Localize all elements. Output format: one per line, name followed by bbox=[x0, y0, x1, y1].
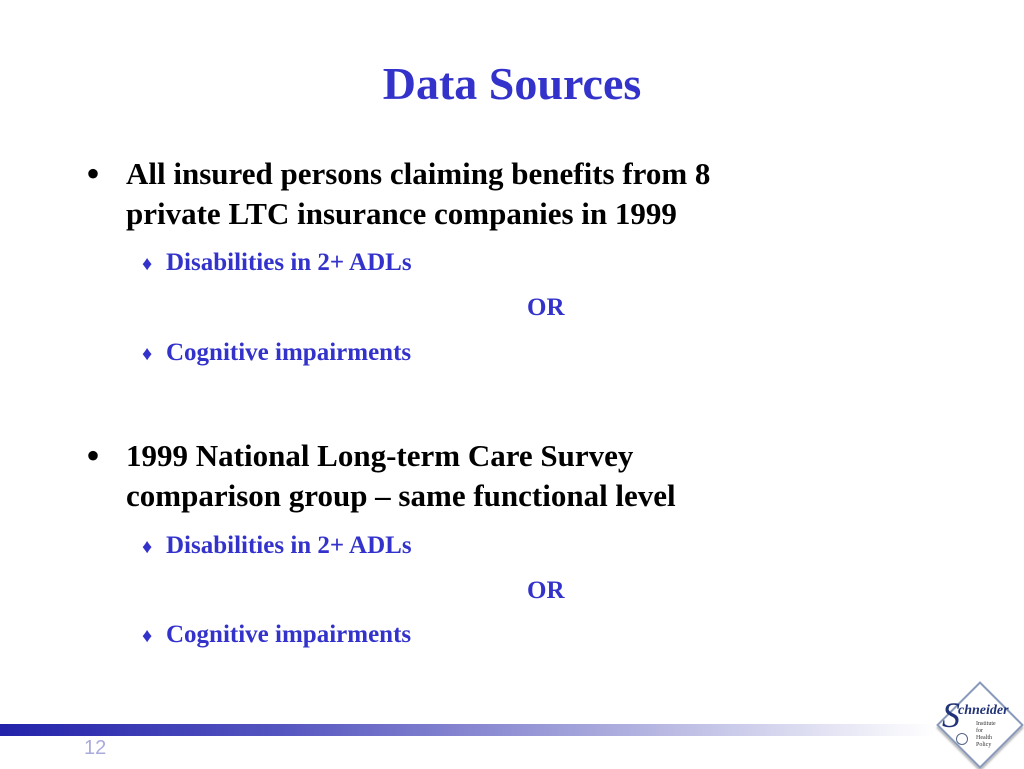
logo-subtitle bbox=[976, 721, 1006, 749]
bullet-text bbox=[126, 154, 710, 234]
logo-subtitle-line: Institute bbox=[976, 721, 996, 727]
diamond-bullet-icon: ♦ bbox=[142, 253, 153, 275]
slide-title: Data Sources bbox=[382, 58, 642, 109]
or-label: OR bbox=[527, 577, 565, 604]
bullet-item-1 bbox=[86, 151, 916, 244]
diamond-bullet-icon: ♦ bbox=[142, 536, 153, 558]
bullet-line: All insured persons claiming benefits from 8 bbox=[126, 156, 711, 191]
sub-item-label: Cognitive impairments bbox=[166, 621, 412, 648]
logo-initial: S bbox=[942, 695, 960, 735]
sub-item-label: Disabilities in 2+ ADLs bbox=[166, 249, 412, 276]
seal-icon bbox=[956, 733, 968, 745]
sub-item-label: Cognitive impairments bbox=[166, 339, 412, 366]
bullet-line: 1999 National Long-term Care Survey bbox=[126, 438, 634, 473]
logo-subtitle-line: for bbox=[976, 728, 983, 734]
or-label: OR bbox=[527, 294, 565, 321]
logo-subtitle-line: Policy bbox=[976, 742, 992, 748]
bullet-line: comparison group – same functional level bbox=[126, 478, 676, 513]
sub-item bbox=[142, 620, 411, 651]
sub-item bbox=[142, 248, 412, 279]
sub-item-label: Disabilities in 2+ ADLs bbox=[166, 532, 412, 559]
sub-item bbox=[142, 531, 412, 562]
diamond-bullet-icon: ♦ bbox=[142, 625, 153, 647]
bullet-line: private LTC insurance companies in 1999 bbox=[126, 196, 677, 231]
diamond-bullet-icon: ♦ bbox=[142, 343, 153, 365]
logo-name: chneider bbox=[958, 703, 1009, 718]
schneider-institute-logo bbox=[936, 681, 1022, 767]
bullet-dot-icon: • bbox=[86, 433, 101, 478]
logo-subtitle-line: Health bbox=[976, 735, 992, 741]
page-number: 12 bbox=[84, 737, 107, 759]
footer-gradient-bar bbox=[0, 724, 935, 736]
bullet-item-2 bbox=[86, 433, 916, 526]
sub-item bbox=[142, 338, 411, 369]
bullet-text bbox=[126, 436, 676, 516]
bullet-dot-icon: • bbox=[86, 151, 101, 196]
